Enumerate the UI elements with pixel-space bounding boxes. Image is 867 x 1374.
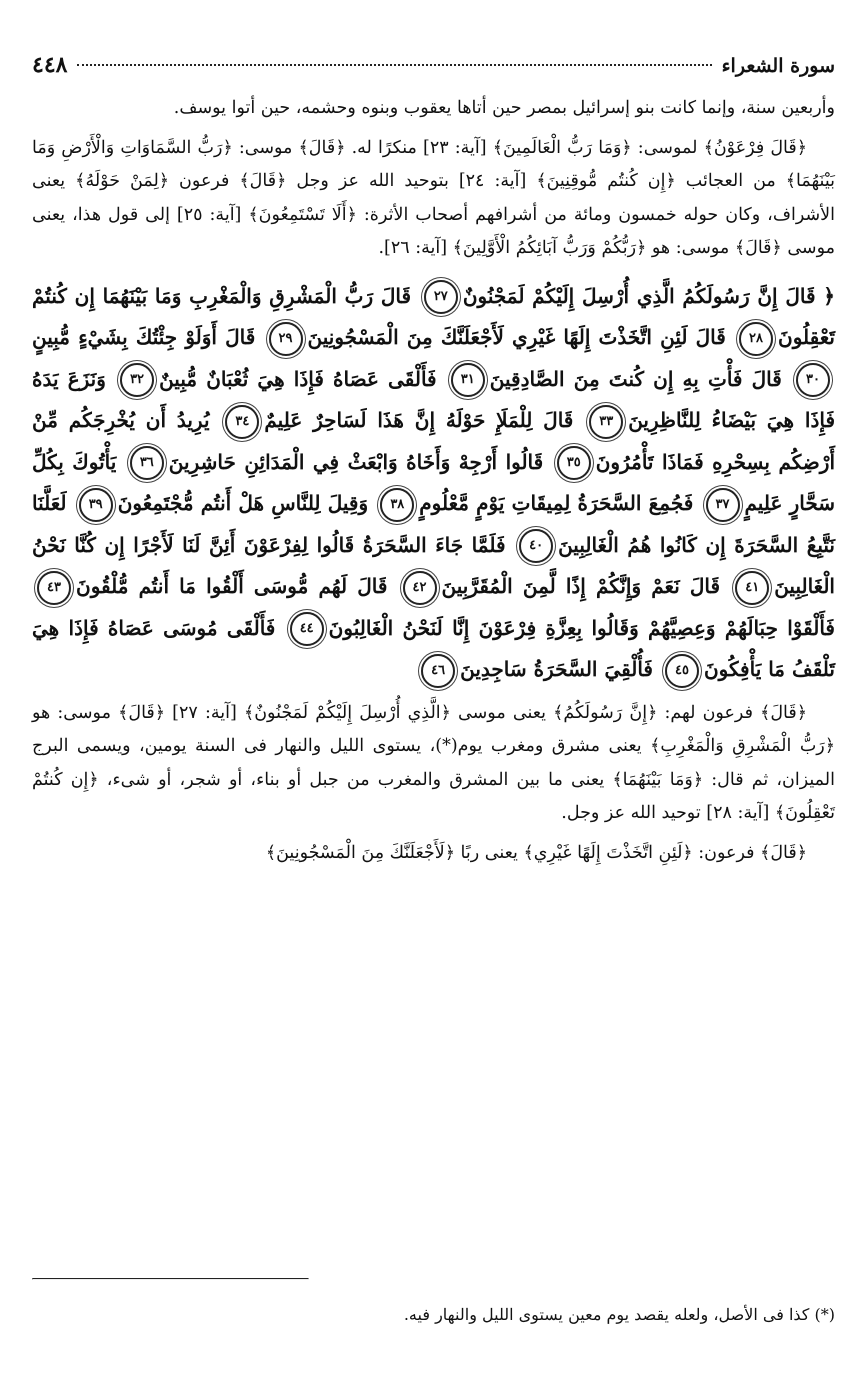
verse-number-marker: ٢٧ — [424, 280, 458, 314]
page-header — [32, 52, 835, 88]
verse-text: قَالَ نَعَمْ وَإِنَّكُمْ إِذًا لَّمِنَ الْمُقَرَّبِينَ — [441, 574, 721, 598]
verse-number-marker: ٤٠ — [519, 529, 553, 563]
verse-text: قَالَ فَأْتِ بِهِ إِن كُنتَ مِنَ الصَّادِقِينَ — [489, 366, 782, 391]
commentary-paragraph-1: وأربعين سنة، وإنما كانت بنو إسرائيل بمصر حين أتاها يعقوب وبنوه وحشمه، حين أتوا يوسف. — [173, 98, 835, 118]
footnote-separator — [32, 1278, 309, 1280]
commentary-paragraph-4: ﴿قَالَ﴾ فرعون: ﴿لَئِنِ اتَّخَذْتَ إِلَهًا غَيْرِي﴾ يعنى ربًا ﴿لَأَجْعَلَنَّكَ مِنَ الْمَسْجُونِينَ﴾ — [265, 842, 807, 863]
verse-number-marker: ٤٤ — [290, 612, 324, 646]
verse-text: لَعَلَّنَا نَتَّبِعُ السَّحَرَةَ إِن كَانُوا هُمُ الْغَالِبِينَ — [32, 491, 835, 557]
verse-number-marker: ٤٢ — [403, 571, 437, 605]
verse-text: فَلَمَّا جَاءَ السَّحَرَةُ قَالُوا لِفِرْعَوْنَ أَئِنَّ لَنَا لَأَجْرًا إِن كُنَّا نَحْنُ الْغَالِبِينَ — [32, 532, 835, 598]
verse-text: وَقِيلَ لِلنَّاسِ هَلْ أَنتُم مُّجْتَمِعُونَ — [117, 491, 369, 515]
verse-number-marker: ٤٣ — [37, 571, 71, 605]
verse-number-marker: ٣٣ — [589, 405, 623, 439]
page-number: ٤٤٨ — [32, 52, 68, 78]
verse-number-marker: ٣٧ — [706, 488, 740, 522]
verse-text: فَأَلْقَوْا حِبَالَهُمْ وَعِصِيَّهُمْ وَقَالُوا بِعِزَّةِ فِرْعَوْنَ إِنَّا لَنَحْنُ الْغَالِبُونَ — [328, 615, 835, 640]
verse-text: قَالُوا أَرْجِهْ وَأَخَاهُ وَابْعَثْ فِي الْمَدَائِنِ حَاشِرِينَ — [168, 449, 544, 474]
footnote: (*) كذا فى الأصل، ولعله يقصد يوم معين يستوى الليل والنهار فيه. — [403, 1305, 835, 1324]
header-leader-dots — [77, 64, 711, 66]
book-page — [32, 52, 835, 876]
commentary-paragraph-3: ﴿قَالَ﴾ فرعون لهم: ﴿إِنَّ رَسُولَكُمُ﴾ يعنى موسى ﴿الَّذِي أُرْسِلَ إِلَيْكُمْ لَمَجْنُونٌ﴾ [آية: ٢٧] ﴿قَالَ﴾ موسى: هو ﴿رَبُّ الْمَشْرِقِ وَالْمَغْرِبِ﴾ يعنى مشرق ومغرب يوم(*)، يستوى الليل والنهار فى السنة يومين، ويسمى البرج الميزان، ثم قال: ﴿وَمَا بَيْنَهُمَا﴾ يعنى ما بين المشرق والمغرب من جبل أو بناء، أو شجر، أو شىء، ﴿إِن كُنتُمْ تَعْقِلُونَ﴾ [آية: ٢٨] توحيد الله عز وجل. — [32, 702, 835, 823]
verse-text: يُرِيدُ أَن يُخْرِجَكُم مِّنْ أَرْضِكُم بِسِحْرِهِ فَمَاذَا تَأْمُرُونَ — [32, 408, 836, 474]
verse-text: يَأْتُوكَ بِكُلِّ سَحَّارٍ عَلِيمٍ — [32, 449, 835, 515]
verse-text: فَأَلْقَى عَصَاهُ فَإِذَا هِيَ ثُعْبَانٌ مُّبِينٌ — [159, 366, 437, 391]
verse-number-marker: ٣٩ — [79, 488, 113, 522]
verse-number-marker: ٣٥ — [557, 446, 591, 480]
quran-verses-block — [32, 276, 835, 691]
commentary-paragraph-2: ﴿قَالَ فِرْعَوْنُ﴾ لموسى: ﴿وَمَا رَبُّ الْعَالَمِينَ﴾ [آية: ٢٣] منكرًا له. ﴿قَالَ﴾ موسى: ﴿رَبُّ السَّمَاوَاتِ وَالْأَرْضِ وَمَا بَيْنَهُمَا﴾ من العجائب ﴿إِن كُنتُم مُّوقِنِينَ﴾ [آية: ٢٤] بتوحيد الله عز وجل ﴿قَالَ﴾ فرعون ﴿لِمَنْ حَوْلَهُ﴾ يعنى الأشراف، وكان حوله خمسون ومائة من أشرافهم أصحاب الأثرة: ﴿أَلَا تَسْتَمِعُونَ﴾ [آية: ٢٥] إلى قول هذا، يعنى موسى ﴿قَالَ﴾ موسى: هو ﴿رَبُّكُمْ وَرَبُّ آبَائِكُمُ الْأَوَّلِينَ﴾ [آية: ٢٦]. — [32, 137, 835, 258]
surah-title: سورة الشعراء — [721, 55, 835, 77]
verse-text: قَالَ لَئِنِ اتَّخَذْتَ إِلَهًا غَيْرِي لَأَجْعَلَنَّكَ مِنَ الْمَسْجُونِينَ — [307, 325, 726, 349]
verse-number-marker: ٤٥ — [665, 654, 699, 688]
verse-number-marker: ٣٨ — [380, 488, 414, 522]
verse-number-marker: ٣١ — [451, 363, 485, 397]
verse-number-marker: ٢٨ — [739, 322, 773, 356]
verse-text: وَنَزَعَ يَدَهُ فَإِذَا هِيَ بَيْضَاءُ لِلنَّاظِرِينَ — [32, 366, 836, 432]
verse-number-marker: ٣٦ — [130, 446, 164, 480]
verse-text: فَجُمِعَ السَّحَرَةُ لِمِيقَاتِ يَوْمٍ مَّعْلُومٍ — [419, 491, 694, 515]
verse-text: قَالَ لَهُم مُّوسَى أَلْقُوا مَا أَنتُم مُّلْقُونَ — [76, 574, 388, 598]
verse-number-marker: ٤١ — [735, 571, 769, 605]
verse-text: فَأُلْقِيَ السَّحَرَةُ سَاجِدِينَ — [460, 657, 653, 681]
verse-text: قَالَ لِلْمَلَإِ حَوْلَهُ إِنَّ هَذَا لَسَاحِرٌ عَلِيمٌ — [264, 408, 574, 432]
verse-number-marker: ٣٢ — [120, 363, 154, 397]
verse-text: ﴿ قَالَ إِنَّ رَسُولَكُمُ الَّذِي أُرْسِلَ إِلَيْكُمْ لَمَجْنُونٌ — [462, 283, 836, 308]
verse-number-marker: ٢٩ — [269, 322, 303, 356]
verse-text: فَأَلْقَى مُوسَى عَصَاهُ فَإِذَا هِيَ تَلْقَفُ مَا يَأْفِكُونَ — [32, 615, 835, 681]
verse-number-marker: ٤٦ — [421, 654, 455, 688]
verse-number-marker: ٣٤ — [225, 405, 259, 439]
verse-number-marker: ٣٠ — [796, 363, 830, 397]
verse-text: قَالَ رَبُّ الْمَشْرِقِ وَالْمَغْرِبِ وَمَا بَيْنَهُمَا إِن كُنتُمْ تَعْقِلُونَ — [32, 283, 835, 349]
verse-text: قَالَ أَوَلَوْ جِئْتُكَ بِشَيْءٍ مُّبِينٍ — [32, 325, 256, 349]
